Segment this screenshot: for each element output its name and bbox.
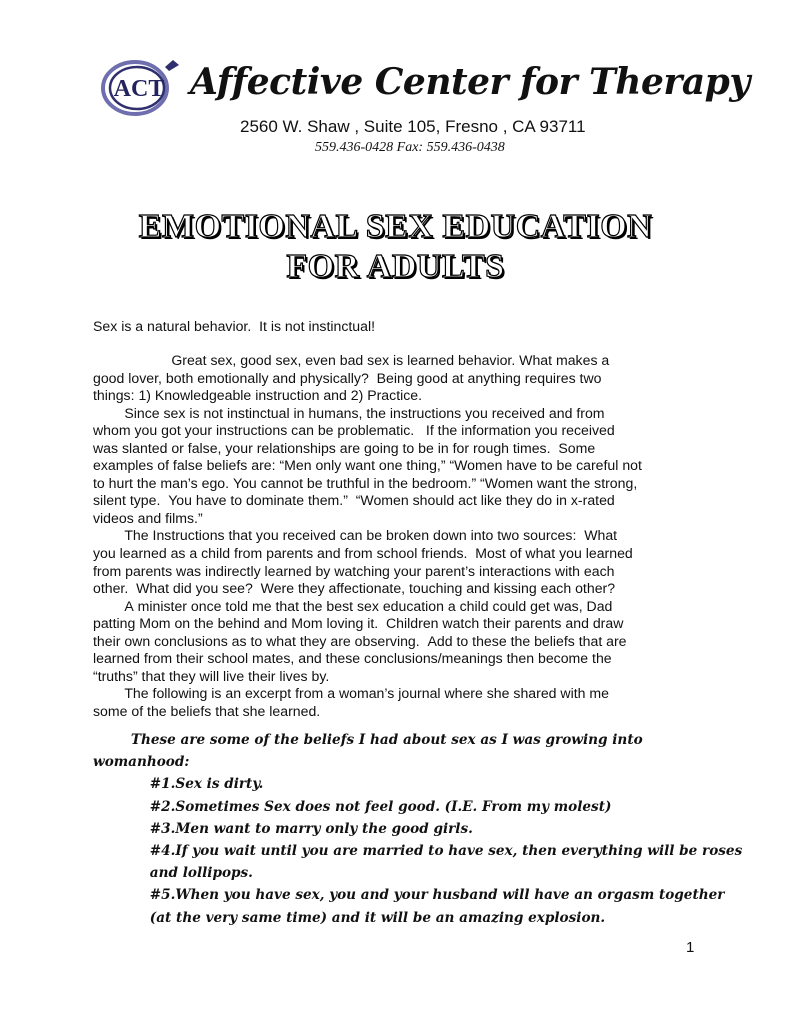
body-line: was slanted or false, your relationships are going to be in for rough times. Some xyxy=(93,439,596,456)
body-line: other. What did you see? Were they affectionate, touching and kissing each other? xyxy=(93,580,616,597)
journal-line: womanhood: xyxy=(93,754,190,771)
body-line: you learned as a child from parents and from school friends. Most of what you learned xyxy=(93,545,633,562)
organization-name: Affective Center for Therapy xyxy=(190,61,750,103)
journal-excerpt xyxy=(93,729,743,929)
body-line: good lover, both emotionally and physically? Being good at anything requires two xyxy=(93,369,602,386)
journal-line: (at the very same time) and it will be an amazing explosion. xyxy=(93,909,606,926)
body-line: whom you got your instructions can be problematic. If the information you received xyxy=(93,422,615,439)
journal-line: #1.Sex is dirty. xyxy=(93,776,264,793)
body-line: Since sex is not instinctual in humans, the instructions you received and from xyxy=(93,404,605,421)
journal-line: #5.When you have sex, you and your husband will have an orgasm together xyxy=(93,887,725,904)
lead-sentence xyxy=(93,318,703,336)
body-line: patting Mom on the behind and Mom loving it. Children watch their parents and draw xyxy=(93,615,624,632)
page-number: 1 xyxy=(686,939,695,956)
body-line: “truths” that they will live their lives by. xyxy=(93,667,330,684)
document-title-line-1: EMOTIONAL SEX EDUCATION xyxy=(138,208,653,245)
phone-fax: 559.436-0428 Fax: 559.436-0438 xyxy=(315,140,505,155)
body-line: from parents was indirectly learned by watching your parent’s interactions with each xyxy=(93,562,615,579)
body-line: to hurt the man’s ego. You cannot be truthful in the bedroom.” “Women want the strong, xyxy=(93,474,638,491)
journal-line: #3.Men want to marry only the good girls. xyxy=(93,820,473,837)
journal-line: #2.Sometimes Sex does not feel good. (I.E. From my molest) xyxy=(93,798,612,815)
body-line: The Instructions that you received can be broken down into two sources: What xyxy=(93,527,618,544)
body-line: silent type. You have to dominate them.” “Women should act like they do in x-rated xyxy=(93,492,615,509)
lead-text: Sex is a natural behavior. It is not instinctual! xyxy=(93,318,376,334)
body-line: Great sex, good sex, even bad sex is learned behavior. What makes a xyxy=(93,352,610,368)
body-line: The following is an excerpt from a woman’s journal where she shared with me xyxy=(93,685,609,702)
journal-line: and lollipops. xyxy=(93,865,253,882)
body-line: learned from their school mates, and these conclusions/meanings then become the xyxy=(93,650,612,667)
body-line: examples of false beliefs are: “Men only want one thing,” “Women have to be careful not xyxy=(93,457,642,474)
body-line: things: 1) Knowledgeable instruction and 2) Practice. xyxy=(93,387,423,404)
journal-line: These are some of the beliefs I had about sex as I was growing into xyxy=(93,732,643,748)
act-logo xyxy=(99,57,185,117)
journal-line: #4.If you wait until you are married to have sex, then everything will be roses xyxy=(93,843,743,860)
body-line: A minister once told me that the best sex education a child could get was, Dad xyxy=(93,597,613,614)
body-line: their own conclusions as to what they are observing. Add to these the beliefs that are xyxy=(93,632,627,649)
body-line: videos and films.” xyxy=(93,509,203,526)
logo-text: ACT xyxy=(113,76,165,102)
body-text xyxy=(93,352,703,720)
body-line: some of the beliefs that she learned. xyxy=(93,702,321,719)
document-title-line-2: FOR ADULTS xyxy=(286,248,505,285)
address: 2560 W. Shaw , Suite 105, Fresno , CA 93711 xyxy=(240,117,586,136)
